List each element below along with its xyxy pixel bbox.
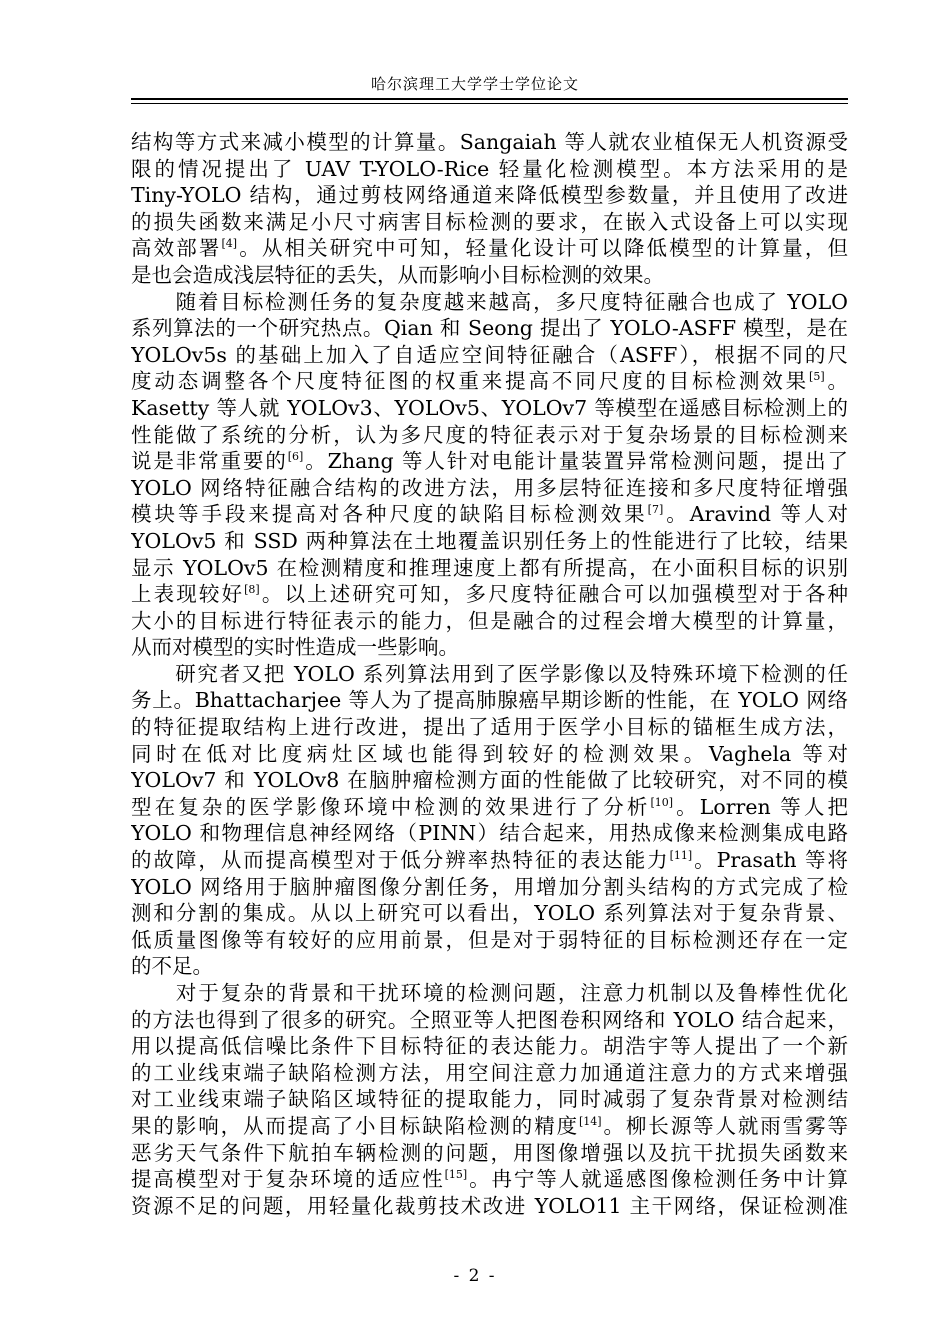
line-text: 系列算法的一个研究热点。Qian 和 Seong 提出了 YOLO-ASFF 模型，是在 [131,316,848,341]
text-line [131,741,848,768]
text-line [131,767,848,794]
line-text: 度动态调整各个尺度特征图的权重来提高不同尺度的目标检测效果 [131,369,810,394]
text-line [131,1166,848,1193]
text-line [131,714,848,741]
text-line [131,555,848,582]
line-text: 测和分割的集成。从以上研究可以看出，YOLO 系列算法对于复杂背景、 [131,901,848,926]
line-text: 资源不足的问题，用轻量化裁剪技术改进 YOLO11 主干网络，保证检测准 [131,1193,848,1218]
text-line [131,1060,848,1087]
text-line [131,1140,848,1167]
text-line [131,980,848,1007]
line-text: 恶劣天气条件下航拍车辆检测的问题，用图像增强以及抗干扰损失函数来 [131,1140,848,1165]
line-text: 对于复杂的背景和干扰环境的检测问题，注意力机制以及鲁棒性优化 [131,981,848,1005]
text-line [131,235,848,262]
line-text: 高效部署 [131,236,222,261]
text-line [131,182,848,209]
text-line [131,927,848,954]
line-text: 的方法也得到了很多的研究。仝照亚等人把图卷积网络和 YOLO 结合起来， [131,1007,848,1032]
line-text-continued: 。以上述研究可知，多尺度特征融合可以加强模型对于各种 [259,582,848,607]
header-rule-thin [131,103,848,104]
line-text: Tiny-YOLO 结构，通过剪枝网络通道来降低模型参数量，并且使用了改进 [131,183,848,208]
line-text: 研究者又把 YOLO 系列算法用到了医学影像以及特殊环境下检测的任 [131,661,848,686]
text-line [131,581,848,608]
line-text: 大小的目标进行特征表示的能力，但是融合的过程会增大模型的计算量， [131,608,848,633]
line-text-continued: 。Aravind 等人对 [663,502,848,527]
line-text: 务上。Bhattacharjee 等人为了提高肺腺癌早期诊断的性能，在 YOLO 网络 [131,688,848,713]
line-text: 型在复杂的医学影像环境中检测的效果进行了分析 [131,794,651,819]
citation-superscript: [15] [444,1168,468,1182]
citation-superscript: [10] [650,795,674,809]
line-text: 从而对模型的实时性造成一些影响。 [131,635,459,660]
text-line [131,289,848,316]
line-text: 低质量图像等有较好的应用前景，但是对于弱特征的目标检测还存在一定 [131,927,848,952]
text-line [131,687,848,714]
line-text: 的特征提取结构上进行改进，提出了适用于医学小目标的锚框生成方法， [131,715,848,740]
text-line [131,315,848,342]
text-line [131,874,848,901]
line-text: 的故障，从而提高模型对于低分辨率热特征的表达能力 [131,848,670,873]
line-text: 性能做了系统的分析，认为多尺度的特征表示对于复杂场景的目标检测来 [131,422,848,447]
line-text-continued: 。从相关研究中可知，轻量化设计可以降低模型的计算量，但 [237,236,848,261]
text-line [131,820,848,847]
text-line [131,475,848,502]
text-line [131,608,848,635]
line-text-continued: 。Lorren 等人把 [673,794,848,819]
line-text: 结构等方式来减小模型的计算量。Sangaiah 等人就农业植保无人机资源受 [131,130,848,154]
text-line [131,528,848,555]
line-text: 说是非常重要的 [131,449,288,474]
line-text: YOLO 网络特征融合结构的改进方法，用多层特征连接和多尺度特征增强 [131,475,848,500]
citation-superscript: [4] [221,237,238,251]
running-header: 哈尔滨理工大学学士学位论文 [370,75,579,93]
citation-superscript: [8] [244,583,260,597]
line-text: YOLOv5s 的基础上加入了自适应空间特征融合（ASFF），根据不同的尺 [131,342,848,367]
text-line [131,1033,848,1060]
text-line [131,794,848,821]
citation-superscript: [7] [647,503,664,517]
line-text: 显示 YOLOv5 在检测精度和推理速度上都有所提高，在小面积目标的识别 [131,555,848,580]
line-text: 同时在低对比度病灶区域也能得到较好的检测效果。Vaghela 等对 [131,741,848,766]
text-line [131,368,848,395]
line-text-continued: 。冉宁等人就遥感图像检测任务中计算 [467,1167,848,1192]
body-text [131,129,848,1219]
line-text-continued: 。 [824,369,848,394]
line-text: 对工业线束端子缺陷区域特征的提取能力，同时减弱了复杂背景对检测结 [131,1087,848,1112]
line-text: 上表现较好 [131,582,245,607]
text-line [131,129,848,156]
line-text: YOLO 和物理信息神经网络（PINN）结合起来，用热成像来检测集成电路 [131,821,848,846]
line-text: 提高模型对于复杂环境的适应性 [131,1167,445,1192]
line-text: YOLO 网络用于脑肿瘤图像分割任务，用增加分割头结构的方式完成了检 [131,874,848,899]
text-line [131,262,848,289]
page-number: - 2 - [453,1266,497,1286]
text-line [131,209,848,236]
text-line [131,156,848,183]
line-text-continued: 。柳长源等人就雨雪雾等 [601,1113,848,1138]
text-line [131,448,848,475]
line-text: 是也会造成浅层特征的丢失，从而影响小目标检测的效果。 [131,262,664,287]
line-text: 果的影响，从而提高了小目标缺陷检测的精度 [131,1113,580,1138]
citation-superscript: [5] [809,370,825,384]
line-text-continued: 。Prasath 等将 [692,848,848,873]
line-text: 的损失函数来满足小尺寸病害目标检测的要求，在嵌入式设备上可以实现 [131,209,848,234]
line-text: 的工业线束端子缺陷检测方法，用空间注意力加通道注意力的方式来增强 [131,1060,848,1085]
text-line [131,1193,848,1220]
text-line [131,395,848,422]
line-text: YOLOv5 和 SSD 两种算法在土地覆盖识别任务上的性能进行了比较，结果 [131,528,848,553]
text-line [131,953,848,980]
text-line [131,634,848,661]
citation-superscript: [6] [287,450,304,464]
citation-superscript: [11] [669,849,693,863]
citation-superscript: [14] [579,1114,602,1128]
text-line [131,422,848,449]
text-line [131,501,848,528]
line-text: YOLOv7 和 YOLOv8 在脑肿瘤检测方面的性能做了比较研究，对不同的模 [131,768,848,793]
line-text: 随着目标检测任务的复杂度越来越高，多尺度特征融合也成了 YOLO [131,289,848,314]
line-text-continued: 。Zhang 等人针对电能计量装置异常检测问题，提出了 [303,449,848,474]
line-text: Kasetty 等人就 YOLOv3、YOLOv5、YOLOv7 等模型在遥感目标检测上的 [131,395,848,420]
text-line [131,900,848,927]
text-line [131,847,848,874]
text-line [131,1007,848,1034]
line-text: 的不足。 [131,954,213,979]
header-rule [131,98,848,100]
text-line [131,1113,848,1140]
line-text: 限的情况提出了 UAV T-YOLO-Rice 轻量化检测模型。本方法采用的是 [131,156,848,181]
line-text: 用以提高低信噪比条件下目标特征的表达能力。胡浩宇等人提出了一个新 [131,1034,848,1059]
text-line [131,661,848,688]
line-text: 模块等手段来提高对各种尺度的缺陷目标检测效果 [131,502,648,527]
text-line [131,342,848,369]
text-line [131,1086,848,1113]
